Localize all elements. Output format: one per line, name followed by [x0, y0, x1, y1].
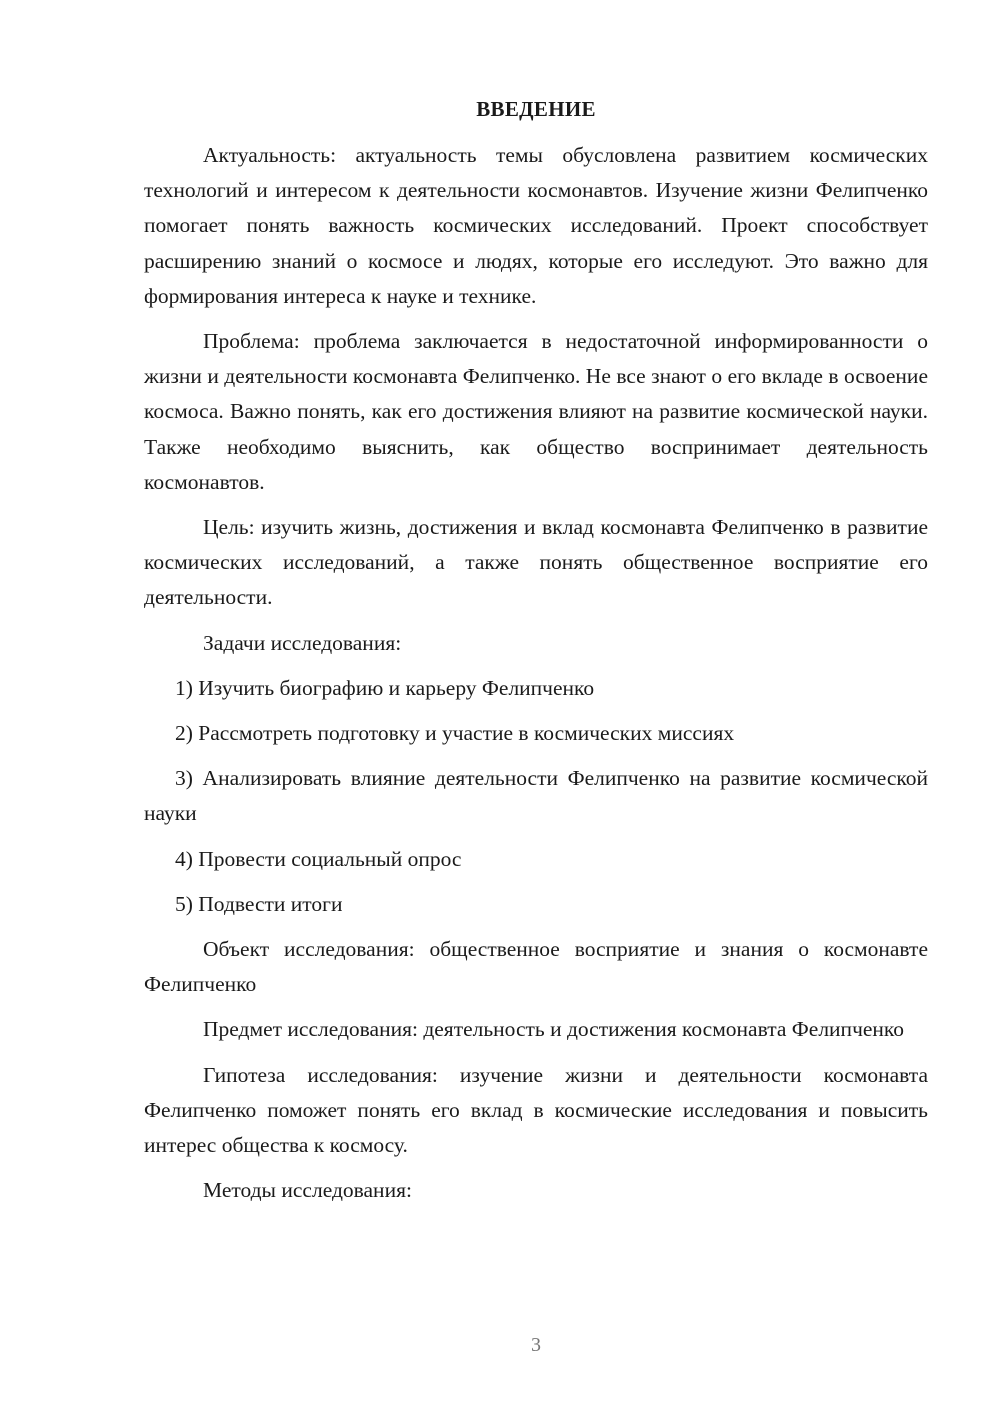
page-content [144, 92, 928, 1218]
task-item: 2) Рассмотреть подготовку и участие в космических миссиях [175, 721, 735, 746]
subject-paragraph: Предмет исследования: деятельность и достижения космонавта Фелипченко [203, 1017, 905, 1042]
hypothesis-paragraph: Гипотеза исследования: изучение жизни и деятельности космонавта Фелипченко поможет понять его вклад в космические исследования и повысить интерес общества к космосу. [144, 1062, 928, 1158]
relevance-paragraph: Актуальность: актуальность темы обусловлена развитием космических технологий и интересом к деятельности космонавтов. Изучение жизни Фелипченко помогает понять важность космических исследований. Проект способствует расширению знаний о космосе и людях, которые его исследуют. Это важно для формирования интереса к науке и технике. [144, 143, 928, 308]
tasks-heading: Задачи исследования: [203, 630, 402, 655]
section-title: ВВЕДЕНИЕ [476, 97, 596, 121]
goal-paragraph: Цель: изучить жизнь, достижения и вклад космонавта Фелипченко в развитие космических исследований, а также понять общественное восприятие его деятельности. [144, 515, 928, 610]
task-item: 4) Провести социальный опрос [175, 846, 462, 871]
task-item: 5) Подвести итоги [175, 891, 343, 916]
task-item: 1) Изучить биографию и карьеру Фелипченко [175, 675, 595, 700]
methods-heading: Методы исследования: [203, 1178, 412, 1203]
problem-paragraph: Проблема: проблема заключается в недостаточной информированности о жизни и деятельности космонавта Фелипченко. Не все знают о его вкладе в освоение космоса. Важно понять, как его достижения влияют на развитие космической науки. Также необходимо выяснить, как общество воспринимает деятельность космонавтов. [144, 329, 928, 494]
task-item: 3) Анализировать влияние деятельности Фелипченко на развитие космической науки [144, 766, 928, 826]
page-number: 3 [531, 1334, 541, 1356]
object-paragraph: Объект исследования: общественное восприятие и знания о космонавте Фелипченко [144, 937, 928, 997]
